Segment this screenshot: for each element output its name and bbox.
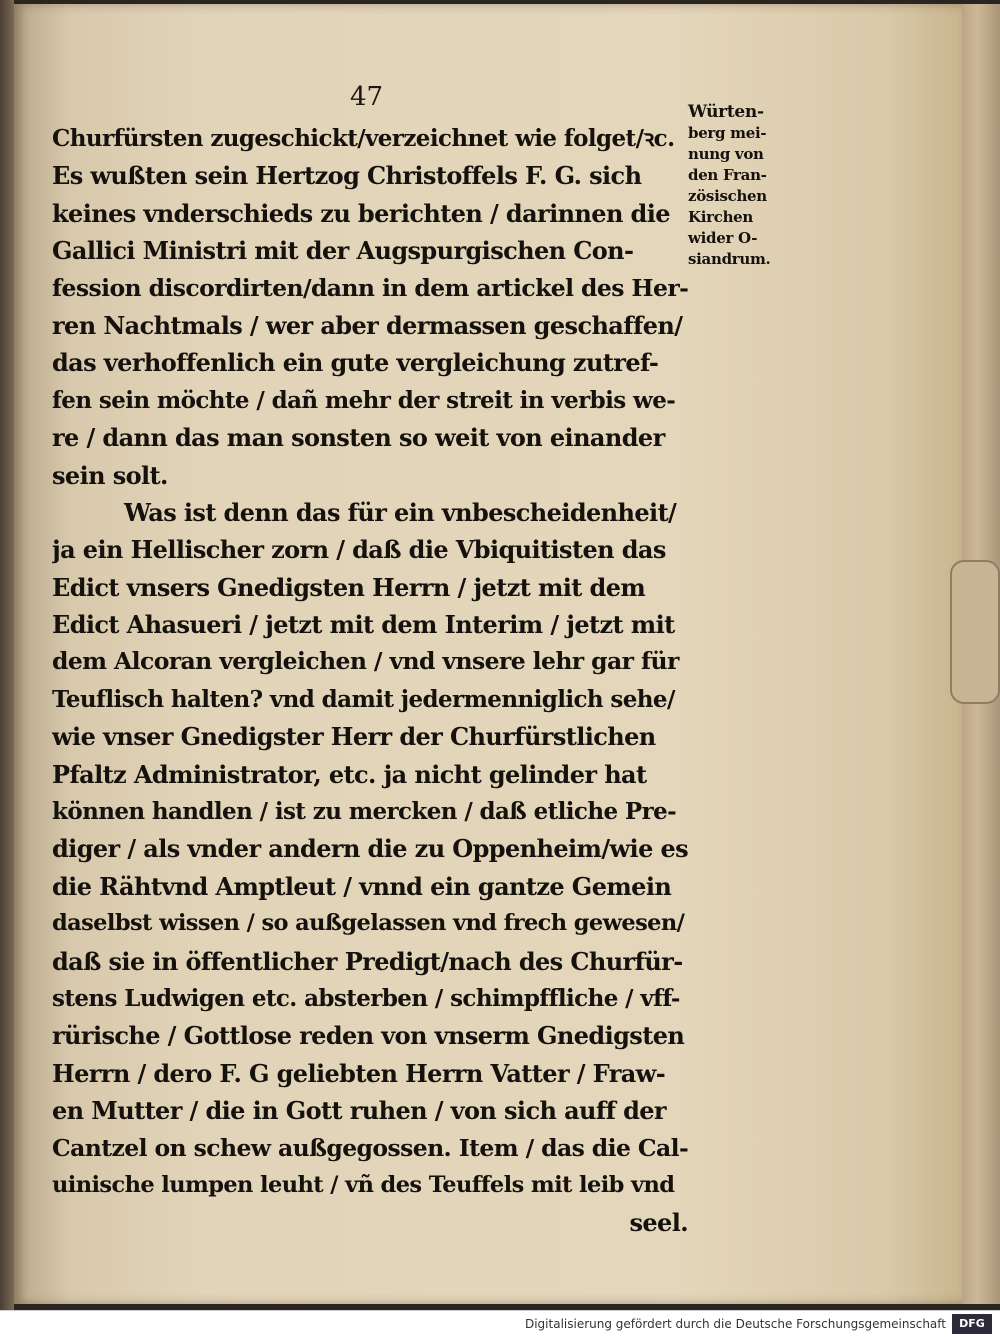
- note-line: nung von: [688, 145, 764, 163]
- text-line: Edict Ahasueri / jetzt mit dem Interim / jetzt mit: [52, 610, 675, 640]
- text-line: rürische / Gottlose reden von vnserm Gnedigsten: [52, 1021, 685, 1051]
- text-line: fession discordirten/dann in dem artickel des Her-: [52, 273, 688, 302]
- paragraph-start-line: Was ist denn das für ein vnbescheidenheit/: [124, 497, 677, 527]
- marginal-note: [688, 102, 788, 270]
- text-line: Teuflisch halten? vnd damit jedermenniglich sehe/: [52, 685, 675, 713]
- text-line: dem Alcoran vergleichen / vnd vnsere lehr gar für: [52, 647, 679, 676]
- note-line: Kirchen: [688, 208, 754, 226]
- text-line: Es wußten sein Hertzog Christoffels F. G. sich: [52, 161, 642, 191]
- main-text-block: [52, 120, 688, 1242]
- note-line: berg mei-: [688, 124, 767, 142]
- note-line: wider O-: [688, 229, 758, 247]
- text-line: sein solt.: [52, 460, 168, 490]
- text-line: Herrn / dero F. G geliebten Herrn Vatter / Fraw-: [52, 1058, 666, 1088]
- text-line: Cantzel on schew außgegossen. Item / das die Cal-: [52, 1133, 688, 1162]
- text-line: Edict vnsers Gnedigsten Herrn / jetzt mit dem: [52, 572, 646, 602]
- text-line: seel.: [629, 1208, 688, 1238]
- dfg-logo: DFG: [952, 1314, 992, 1334]
- text-line: ren Nachtmals / wer aber dermassen geschaffen/: [52, 310, 683, 340]
- footer-bar: [0, 1310, 1000, 1337]
- text-line: Churfürsten zugeschickt/verzeichnet wie folget/ꝛc.: [52, 125, 675, 152]
- text-line: können handlen / ist zu mercken / daß etliche Pre-: [52, 798, 677, 826]
- page-number: 47: [350, 82, 384, 112]
- text-line: daß sie in öffentlicher Predigt/nach des Churfür-: [52, 946, 683, 976]
- note-line: Würten-: [688, 102, 764, 122]
- text-line: Pfaltz Administrator, etc. ja nicht gelinder hat: [52, 759, 647, 789]
- note-line: den Fran-: [688, 166, 767, 184]
- text-line: die Rähtvnd Amptleut / vnnd ein gantze Gemein: [52, 871, 672, 901]
- text-line: wie vnser Gnedigster Herr der Churfürstlichen: [52, 722, 656, 752]
- funding-notice: Digitalisierung gefördert durch die Deutsche Forschungsgemeinschaft: [524, 1317, 946, 1331]
- text-line: daselbst wissen / so außgelassen vnd frech gewesen/: [52, 910, 685, 937]
- gutter-bleed-through: [2, 120, 12, 1020]
- text-line: en Mutter / die in Gott ruhen / von sich auff der: [52, 1096, 666, 1126]
- binding-gutter: [0, 0, 14, 1310]
- text-line: das verhoffenlich ein gute vergleichung zutref-: [52, 348, 659, 378]
- text-line: ja ein Hellischer zorn / daß die Vbiquitisten das: [52, 535, 666, 565]
- text-line: stens Ludwigen etc. absterben / schimpffliche / vff-: [52, 984, 680, 1012]
- text-line: Gallici Ministri mit der Augspurgischen Con-: [52, 236, 634, 266]
- text-line: uinische lumpen leuht / vñ des Teuffels mit leib vnd: [52, 1171, 675, 1198]
- text-line: diger / als vnder andern die zu Oppenheim/wie es: [52, 834, 688, 864]
- text-line: fen sein möchte / dañ mehr der streit in verbis we-: [52, 386, 676, 414]
- note-line: zösischen: [688, 187, 767, 205]
- bookmark-clip: [950, 560, 1000, 704]
- note-line: siandrum.: [688, 250, 771, 268]
- text-line: keines vnderschieds zu berichten / darinnen die: [52, 198, 670, 228]
- text-line: re / dann das man sonsten so weit von einander: [52, 423, 665, 453]
